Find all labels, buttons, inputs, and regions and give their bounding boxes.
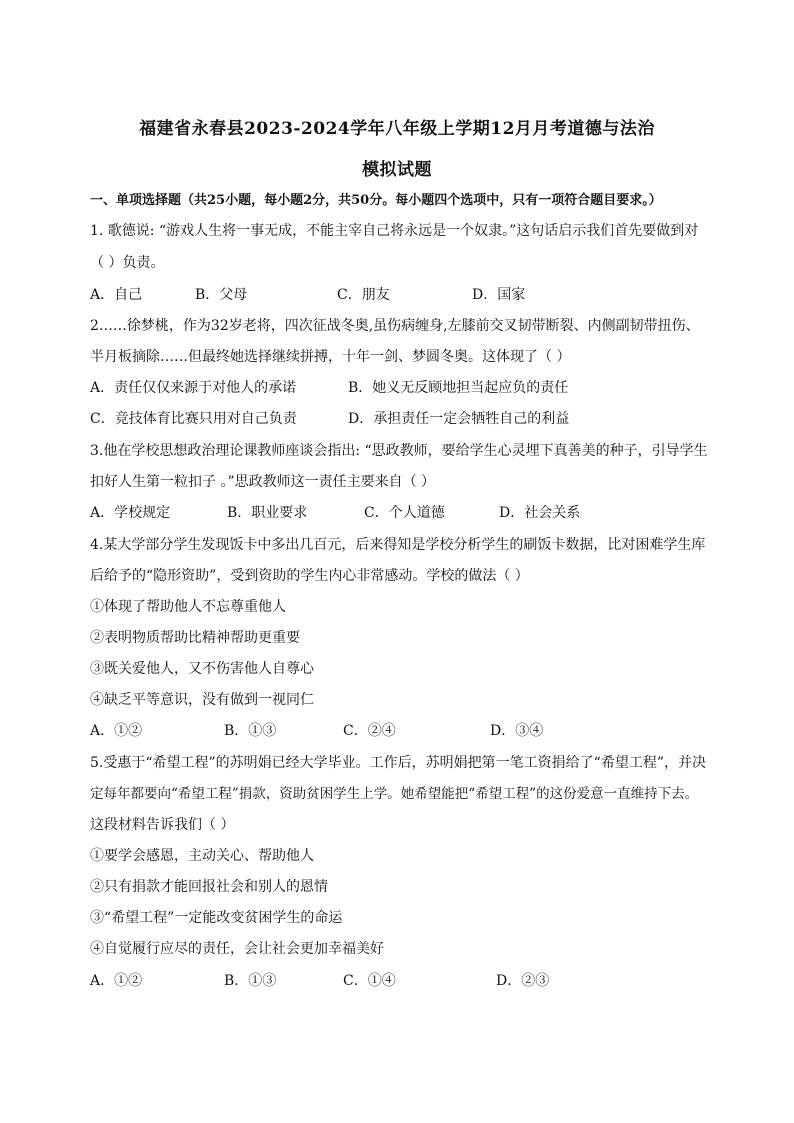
q2-option-b: B．她义无反顾地担当起应负的责任 — [348, 380, 569, 396]
q1-option-b: B．父母 — [195, 287, 248, 303]
q4-option-b: B．①③ — [224, 723, 277, 739]
q2-option-d: D．承担责任一定会牺牲自己的利益 — [348, 411, 570, 427]
q5-statement-1: ①要学会感恩，主动关心、帮助他人 — [90, 848, 314, 864]
section-header: 一、单项选择题（共25小题，每小题2分，共50分。每小题四个选项中，只有一项符合题目要求。） — [90, 193, 662, 208]
q5-option-b: B．①③ — [224, 973, 277, 989]
q3-option-d: D．社会关系 — [499, 505, 581, 521]
q5-stem-line-3: 这段材料告诉我们（ ） — [90, 817, 235, 833]
q1-option-a: A．自己 — [90, 287, 143, 303]
q1-option-c: C．朋友 — [337, 287, 390, 303]
q1-option-d: D．国家 — [472, 287, 526, 303]
exam-subtitle: 模拟试题 — [362, 160, 432, 180]
q5-stem-line-2: 定每年都要向“希望工程”捐款，资助贫困学生上学。她希望能把“希望工程”的这份爱意一直维持下去。 — [90, 786, 699, 802]
q4-option-c: C．②④ — [343, 723, 396, 739]
q4-option-a: A．①② — [90, 723, 143, 739]
q2-stem-line-1: 2……徐梦桃，作为32岁老将，四次征战冬奥,虽伤病缠身,左膝前交叉韧带断裂、内侧副韧带扭伤、 — [90, 318, 700, 334]
q3-option-a: A．学校规定 — [90, 505, 171, 521]
q3-option-b: B．职业要求 — [227, 505, 308, 521]
q4-statement-4: ④缺乏平等意识，没有做到一视同仁 — [90, 692, 314, 708]
q5-statement-4: ④自觉履行应尽的责任，会让社会更加幸福美好 — [90, 941, 384, 957]
q5-statement-3: ③“希望工程”一定能改变贫困学生的命运 — [90, 910, 343, 926]
q4-option-d: D．③④ — [490, 723, 544, 739]
q4-stem-line-1: 4.某大学部分学生发现饭卡中多出几百元，后来得知是学校分析学生的刷饭卡数据，比对困难学生库 — [90, 537, 706, 553]
q3-option-c: C．个人道德 — [364, 505, 445, 521]
q2-option-c: C．竞技体育比赛只用对自己负责 — [90, 411, 297, 427]
q4-statement-1: ①体现了帮助他人不忘尊重他人 — [90, 599, 286, 615]
q4-stem-line-2: 后给予的“隐形资助”，受到资助的学生内心非常感动。学校的做法（ ） — [90, 568, 529, 584]
q4-statement-3: ③既关爱他人，又不伤害他人自尊心 — [90, 661, 314, 677]
q3-stem-line-2: 扣好人生第一粒扣子 。”思政教师这一责任主要来自（ ） — [90, 474, 436, 490]
q4-statement-2: ②表明物质帮助比精神帮助更重要 — [90, 630, 300, 646]
exam-title: 福建省永春县2023-2024学年八年级上学期12月月考道德与法治 — [139, 119, 655, 139]
q5-statement-2: ②只有捐款才能回报社会和别人的恩情 — [90, 879, 328, 895]
q2-stem-line-2: 半月板摘除……但最终她选择继续拼搏，十年一剑、梦圆冬奥。这体现了（ ） — [90, 349, 571, 365]
q5-option-a: A．①② — [90, 973, 143, 989]
q2-option-a: A．责任仅仅来源于对他人的承诺 — [90, 380, 297, 396]
q3-stem-line-1: 3.他在学校思想政治理论课教师座谈会指出: “思政教师，要给学生心灵埋下真善美的种子，引导学生 — [90, 443, 708, 459]
q1-stem-line-1: 1. 歌德说: “游戏人生将一事无成，不能主宰自己将永远是一个奴隶。”这句话启示我们首先要做到对 — [90, 223, 699, 239]
q5-option-d: D．②③ — [496, 973, 550, 989]
q5-stem-line-1: 5.受惠于“希望工程”的苏明娟已经大学毕业。工作后，苏明娟把第一笔工资捐给了“希望工程”，并决 — [90, 755, 706, 771]
q5-option-c: C．①④ — [343, 973, 396, 989]
q1-stem-line-2: （ ）负责。 — [90, 255, 165, 271]
